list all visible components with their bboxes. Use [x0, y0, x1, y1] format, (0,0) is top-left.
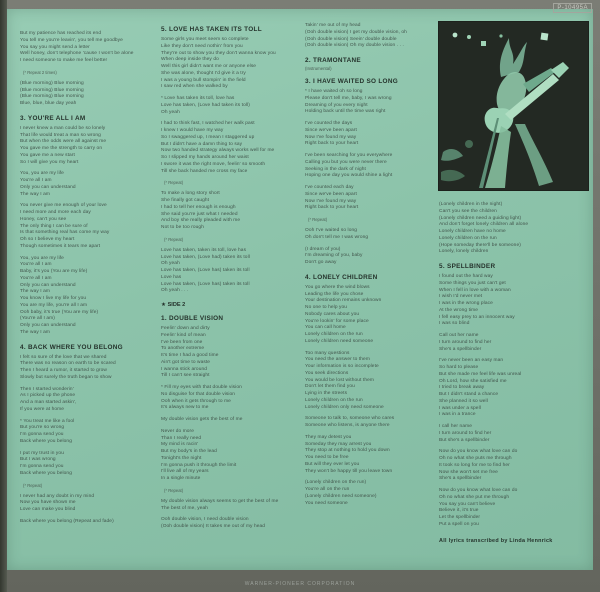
lyric-line: But you're so wrong: [20, 425, 65, 431]
lyric-line: Leading the life you chose: [305, 291, 364, 297]
lyric-line: She planned it so well: [439, 398, 488, 404]
song-title: 5. LOVE HAS TAKEN ITS TOLL: [161, 26, 262, 33]
scan-spine-shadow: [0, 0, 7, 592]
verse: [20, 387, 154, 414]
lyric-line: Lonely children on the run: [439, 235, 497, 241]
lyric-line: Oh yeah . . .: [161, 288, 189, 294]
lyric-line: Believe it, it's true: [439, 508, 479, 514]
lyric-line: Back where you belong: [20, 470, 72, 476]
repeat-note: (* Repeat): [23, 482, 43, 488]
lyric-line: I'm gonna push it through the limit: [161, 462, 237, 468]
lyric-line: But I didn't have a damn thing to say: [161, 141, 243, 147]
lyric-line: My mind is racin': [161, 442, 199, 448]
lyric-line: Love has: [161, 274, 182, 280]
lyric-line: (Ooh double vision) It takes me out of my head: [161, 524, 266, 529]
lyric-line: (Blue morning) Blue morning: [20, 80, 84, 86]
lyric-line: I've been searching for you everywhere: [305, 153, 393, 158]
lyric-sheet: [7, 9, 593, 570]
lyric-line: When deep inside they do: [161, 57, 219, 63]
verse: [439, 488, 589, 529]
lyric-line: Right back to your heart: [305, 205, 359, 211]
lyric-line: Now I've found my way: [305, 198, 357, 204]
lyric-line: My double vision gets the best of me: [161, 417, 243, 422]
verse: [161, 96, 301, 116]
lyric-line: At the wrong time: [439, 307, 479, 313]
lyric-line: I was so blind: [439, 321, 470, 327]
lyric-line: You would be lost without them: [305, 377, 374, 383]
repeat-note: (* Repeat): [164, 487, 184, 493]
lyric-line: You, you are my life: [20, 255, 64, 261]
lyric-line: I've never been an easy man: [439, 358, 504, 364]
song-title: 5. SPELLBINDER: [439, 263, 496, 270]
lyric-line: The way I am: [20, 191, 50, 197]
lyric-line: Lonely children have no home: [439, 229, 506, 234]
lyric-line: You're lookin' for some place: [305, 318, 369, 324]
lyric-line: It's time I had a good time: [161, 353, 219, 358]
bottom-credit: WARNER-PIONEER CORPORATION: [244, 581, 356, 587]
lyric-line: No disguise for that double vision: [161, 391, 236, 397]
lyric-line: I put my trust in you: [20, 450, 64, 456]
lyric-line: Someone who listens, is anyone there: [305, 423, 390, 428]
guitarist-photo: [439, 22, 588, 190]
lyric-line: Since we've been apart: [305, 191, 357, 197]
verse: [20, 171, 154, 198]
lyric-line: You're all on the run: [305, 487, 350, 492]
verse: [305, 228, 437, 242]
verse: [161, 121, 301, 175]
lyric-line: Like they don't need nothin' from you: [161, 43, 243, 49]
lyric-line: Tonight's the night: [161, 455, 202, 461]
lyric-line: Someone to talk to, someone who cares: [305, 416, 395, 422]
lyric-line: I tried to break away: [439, 385, 485, 391]
verse: [161, 248, 301, 295]
lyric-line: As I picked up the phone: [20, 393, 76, 399]
verse: [161, 417, 301, 424]
lyric-line: Takin' me out of my head: [305, 23, 361, 28]
lyrics-column-2: [161, 19, 301, 536]
lyric-line: Hoping one day you would shine a light: [305, 173, 393, 179]
lyric-line: Love has taken, (Love had) taken its toll: [161, 254, 250, 260]
lyric-line: I was under a spell: [439, 405, 481, 411]
verse: [20, 355, 154, 382]
lyric-line: But my body's in the lead: [161, 449, 217, 454]
lyric-line: I felt so sure of the love that we shared: [20, 354, 107, 360]
verse: [20, 519, 154, 526]
lyric-line: My double vision always seems to get the best of me: [161, 498, 279, 504]
lyric-line: If you were at home: [20, 406, 65, 412]
verse: [305, 89, 437, 116]
lyric-line: But she's a spellbinder: [439, 437, 490, 443]
lyric-line: Love has taken, (Love has) taken its toll: [161, 281, 250, 287]
lyric-line: * Fill my eyes with that double vision: [161, 385, 242, 390]
lyric-line: (I dream of you): [305, 246, 341, 252]
lyric-line: Now I've found my way: [305, 134, 357, 140]
lyric-line: Lonely children on the run: [305, 332, 363, 337]
lyric-line: She's a spellbinder: [439, 346, 482, 352]
lyric-line: Now she won't set me free: [439, 469, 498, 475]
lyric-line: You gave me a new start: [20, 152, 75, 158]
lyric-line: You know I live my life for you: [20, 296, 87, 301]
lyric-line: I was a young bull stompin' in the field: [161, 77, 246, 83]
lyric-line: I saw red when she walked by: [161, 84, 228, 90]
lyric-line: I've been from one: [161, 339, 203, 345]
lyrics-credit: All lyrics transcribed by Linda Hennrick: [439, 537, 553, 544]
lyric-line: You go where the wind blows: [305, 284, 370, 290]
lyric-line: They won't be happy till you leave town: [305, 468, 393, 474]
lyric-line: So hard to please: [439, 365, 479, 370]
verse: [20, 126, 154, 167]
verse: [439, 449, 589, 483]
instrumental-note: (Instrumental): [305, 66, 332, 71]
lyric-line: Don't go away: [305, 260, 337, 265]
lyric-line: (Ooh double vision) Oh my double vision . . .: [305, 43, 404, 49]
verse: [439, 424, 589, 444]
lyric-line: You seek directions: [305, 370, 349, 376]
lyric-line: There was no reason on earth to be scared: [20, 361, 116, 367]
lyric-line: I'll live all of my years: [161, 469, 209, 475]
repeat-note: (* Repeat): [164, 236, 184, 242]
verse: [161, 37, 301, 91]
lyric-line: I wish I'd never met: [439, 294, 483, 300]
song-title: 4. BACK WHERE YOU BELONG: [20, 343, 123, 351]
lyric-line: Lonely children need someone: [305, 338, 374, 344]
lyric-line: I never knew a man could be so lonely: [20, 125, 106, 131]
lyric-line: * I have waited oh so long: [305, 89, 363, 94]
verse: [20, 256, 154, 337]
lyric-line: (Lonely children on the run): [305, 480, 367, 486]
lyric-line: You say you can't believe: [439, 501, 496, 507]
lyric-line: But will they ever let you: [305, 461, 360, 467]
lyric-line: (Lonely children in the night): [439, 202, 503, 207]
verse: [20, 203, 154, 250]
verse: [20, 31, 154, 65]
lyric-line: I swore it was the right move, feelin' so smooth: [161, 161, 266, 167]
verse: [305, 185, 437, 212]
verse: [305, 480, 437, 507]
lyric-line: I had to think fast, I watched her walk past: [161, 121, 255, 127]
lyric-line: It took so long for me to find her: [439, 462, 510, 468]
lyric-line: Oh no what she puts me through: [439, 456, 512, 461]
lyric-line: But my patience has reached its end: [20, 31, 102, 36]
lyric-line: I'm dreaming of you, baby: [305, 253, 363, 259]
lyric-line: She finally got caught: [161, 198, 210, 203]
lyric-line: Let the spellbinder: [439, 515, 481, 520]
lyric-line: Back where you belong (Repeat and fade): [20, 518, 114, 524]
lyric-line: Put a spell on you: [439, 521, 479, 527]
song-title: 2. TRAMONTANE: [305, 57, 361, 64]
repeat-note: (* Repeat): [164, 180, 184, 186]
verse: [305, 435, 437, 476]
lyric-line: You are my life, you're all I am: [20, 302, 88, 308]
lyric-line: Oh no what she put me through: [439, 494, 510, 500]
lyric-line: You need the answer to them: [305, 357, 370, 363]
lyric-line: Back where you belong: [20, 438, 72, 444]
lyric-line: Oh don't tell me I was wrong: [305, 234, 369, 240]
verse: [305, 285, 437, 346]
lyric-line: Lonely children on the run: [305, 397, 363, 403]
lyric-line: (Hope someday there'll be someone): [439, 242, 521, 248]
lyric-line: Oh yeah: [161, 261, 180, 267]
lyric-line: I'm gonna send you: [20, 464, 64, 469]
lyric-line: Feelin' kind of mean: [161, 332, 206, 338]
verse: [305, 121, 437, 148]
lyric-line: (You're all I am): [20, 316, 55, 322]
verse: [161, 326, 301, 380]
lyric-line: You can call home: [305, 325, 346, 331]
lyric-line: Never do more: [161, 428, 195, 434]
repeat-note: (* Repeat 2 times): [23, 69, 57, 75]
song-title: 1. DOUBLE VISION: [161, 315, 224, 322]
lyric-line: You need to be free: [305, 455, 349, 460]
lyric-line: Oh so I believe my heart: [20, 237, 75, 242]
song-title: 4. LONELY CHILDREN: [305, 273, 378, 281]
lyric-line: Ain't got time to waste: [161, 359, 211, 365]
verse: [305, 23, 437, 50]
lyric-line: The only thing I can be sure of: [20, 223, 88, 229]
verse: [161, 517, 301, 531]
lyric-line: Till I can't see straight: [161, 373, 210, 379]
lyric-line: Since we've been apart: [305, 127, 357, 133]
verse: [439, 358, 589, 419]
lyric-line: Don't let them find you: [305, 384, 355, 390]
lyric-line: Nobody cares about you: [305, 311, 360, 317]
lyric-line: She's a spellbinder: [439, 476, 482, 482]
catalog-number: P-10495A: [553, 3, 592, 13]
lyric-line: Only you can understand: [20, 282, 76, 288]
lyric-line: You're all I am: [20, 275, 52, 281]
verse: [439, 274, 589, 328]
lyric-line: Now two handed strategy always works well for me: [161, 148, 275, 154]
lyric-line: Some things you just can't get: [439, 280, 506, 286]
lyric-line: I call her name: [439, 424, 472, 429]
verse: [439, 202, 589, 256]
lyric-line: Slowly but surely the truth began to show: [20, 374, 112, 380]
lyric-line: Lonely, lonely children: [439, 249, 489, 255]
side-label: ★ SIDE 2: [161, 302, 186, 308]
lyric-line: And a man started askin',: [20, 400, 77, 405]
song-title: 3. YOU'RE ALL I AM: [20, 114, 86, 122]
lyric-line: I fell easy prey to an innocent way: [439, 314, 515, 320]
lyric-line: So I will give you my heart: [20, 159, 79, 165]
verse: [161, 429, 301, 483]
lyric-line: You're all I am: [20, 262, 52, 268]
lyric-line: (Ooh double vision) Seein' double double: [305, 36, 397, 42]
lyric-line: You're all I am: [20, 178, 52, 183]
lyric-line: To make a long story short: [161, 191, 220, 197]
lyric-line: Call out her name: [439, 333, 479, 338]
lyric-line: * You treat me like a fool: [20, 418, 75, 424]
lyric-line: Love has taken, (Love has) taken its toll: [161, 268, 250, 273]
lyric-line: Only you can understand: [20, 184, 76, 190]
guitarist-photo-art: [439, 22, 588, 190]
verse: [305, 153, 437, 180]
lyric-line: She was alone, thought I'd give it a try: [161, 70, 246, 76]
lyric-line: Love can make you blind: [20, 507, 76, 512]
lyric-line: I wanna stick around: [161, 366, 207, 372]
lyric-line: I found out the hard way: [439, 274, 493, 279]
lyric-line: No one to help you: [305, 305, 348, 310]
lyric-line: They may detest you: [305, 434, 352, 440]
lyric-line: I turn around to find her: [439, 430, 492, 436]
lyric-line: Well honey, don't telephone 'cause I won't be alone: [20, 51, 134, 57]
verse: [439, 333, 589, 353]
lyric-line: That life would treat a man so wrong: [20, 132, 101, 138]
lyric-line: I turn around to find her: [439, 339, 492, 345]
lyric-line: Can't you see the children: [439, 208, 497, 214]
lyric-line: Dreaming of you every night: [305, 102, 368, 108]
lyric-line: Please don't tell me, baby, I was wrong: [305, 95, 392, 101]
verse: [305, 351, 437, 412]
lyric-line: Not to be too rough: [161, 225, 204, 230]
verse: [305, 247, 437, 267]
lyric-line: Seeking in the dark of night: [305, 166, 366, 172]
lyric-line: She said you're just what I needed: [161, 211, 238, 217]
lyric-line: The best of me, yeah: [161, 505, 209, 511]
verse: [305, 416, 437, 430]
lyric-line: I'm gonna send you: [20, 432, 64, 437]
lyric-line: The way I am: [20, 289, 50, 295]
lyric-line: I need someone to make me feel better: [20, 58, 108, 63]
lyric-line: Love has taken, taken its toll, love has: [161, 247, 247, 253]
lyric-line: Your destination remains unknown: [305, 298, 382, 304]
lyric-line: You tell me you're leavin', you tell me goodbye: [20, 37, 123, 43]
lyric-line: Feelin' down and dirty: [161, 326, 210, 331]
verse: [20, 81, 154, 108]
lyric-line: Lying in the streets: [305, 391, 348, 396]
verse: [161, 499, 301, 513]
lyric-line: Than I really need: [161, 435, 202, 441]
lyric-line: I need more and more each day: [20, 210, 91, 215]
lyric-line: And boy she really pleaded with me: [161, 218, 241, 224]
verse: [20, 451, 154, 478]
lyric-line: Now do you know what love can do: [439, 449, 518, 455]
lyric-line: But I was wrong: [20, 457, 56, 463]
lyric-line: You gave me the strength to carry on: [20, 146, 103, 151]
lyric-line: I had to tell her enough is enough: [161, 204, 236, 210]
lyric-line: Is that something real has come my way: [20, 230, 110, 236]
lyrics-column-4: [439, 22, 589, 549]
lyric-line: I was in the wrong place: [439, 301, 493, 306]
lyric-line: You say you might send a letter: [20, 44, 90, 50]
lyric-line: Ooh baby, it's true (You are my life): [20, 309, 99, 315]
lyric-line: Too many questions: [305, 350, 350, 356]
lyric-line: I've counted the days: [305, 121, 353, 126]
lyric-line: (Lonely children need a guiding light): [439, 215, 522, 221]
lyric-line: Though sometimes it tears me apart: [20, 243, 101, 249]
lyric-line: But I didn't stand a chance: [439, 392, 499, 397]
lyric-line: Love has taken, (Love had taken its toll): [161, 102, 250, 108]
lyric-line: Holding back until the time was right: [305, 109, 386, 115]
lyric-line: They're out to show you they don't wanna know you: [161, 50, 276, 56]
lyric-line: You need someone: [305, 500, 348, 506]
lyric-line: I never had any doubt in my mind: [20, 493, 95, 499]
lyric-line: (Blue morning) Blue morning: [20, 87, 84, 93]
lyric-line: Then I heard a rumor, it started to grow: [20, 368, 107, 373]
lyric-line: Ooh I've waited so long: [305, 228, 358, 233]
lyrics-column-3: [305, 23, 437, 512]
verse: [20, 494, 154, 514]
lyric-line: Now you have shown me: [20, 500, 76, 506]
lyric-line: Someday they may arrest you: [305, 441, 372, 447]
lyric-line: The way I am: [20, 329, 50, 335]
lyric-line: Ooh double vision, I need double vision: [161, 517, 249, 523]
lyric-line: Only you can understand: [20, 323, 76, 328]
lyric-line: I was in a trance: [439, 412, 476, 418]
verse: [20, 419, 154, 446]
lyric-line: Ooh when it gets through to me: [161, 398, 231, 404]
lyric-line: Well this girl didn't want me or anyone else: [161, 64, 257, 69]
lyric-line: Baby, it's you (You are my life): [20, 269, 88, 274]
lyric-line: (Lonely children need someone): [305, 493, 377, 499]
lyric-line: You never give me enough of your love: [20, 203, 107, 209]
lyric-line: (Ooh double vision) I get my double vision, oh: [305, 29, 407, 35]
lyric-line: Calling you but you were never there: [305, 159, 387, 165]
lyric-line: I knew I would have my way: [161, 128, 224, 133]
repeat-note: (* Repeat): [308, 217, 328, 222]
lyrics-column-1: [20, 31, 154, 531]
lyric-line: Then I started wonderin': [20, 386, 74, 392]
song-title: 3. I HAVE WAITED SO LONG: [305, 78, 399, 85]
lyric-line: Your information is so incomplete: [305, 364, 379, 369]
verse: [161, 385, 301, 412]
lyric-line: So I swaggered up, I mean I staggered up: [161, 134, 255, 140]
lyric-line: Now do you know what love can do: [439, 488, 518, 493]
lyric-line: Some girls you meet seem so complete: [161, 37, 249, 42]
lyric-line: When I fell in love with a woman: [439, 287, 511, 293]
lyric-line: Till she back handed me cross my face: [161, 168, 248, 174]
lyric-line: Oh Lord, how she satisfied me: [439, 378, 507, 384]
lyric-line: You, you are my life: [20, 171, 64, 177]
lyric-line: And don't forget lonely children all alone: [439, 222, 529, 228]
lyric-line: Oh yeah: [161, 109, 180, 115]
lyric-line: So I slipped my hands around her waist: [161, 155, 249, 160]
lyric-line: It's always new to me: [161, 405, 209, 411]
lyric-line: But when the odds were all against me: [20, 139, 107, 145]
lyric-line: Honey, can't you see: [20, 216, 67, 222]
lyric-line: (Blue morning) Blue morning: [20, 94, 84, 100]
lyric-line: But she made me feel life was unreal: [439, 371, 522, 377]
lyric-line: In a single minute: [161, 476, 201, 481]
verse: [161, 191, 301, 232]
lyric-line: To another extreme: [161, 346, 205, 352]
lyric-line: Lonely children only need someone: [305, 404, 384, 410]
lyric-line: * Love has taken its toll, love has: [161, 96, 235, 101]
lyric-line: I've counted each day: [305, 185, 354, 190]
lyric-line: Blue, blue, blue day yeah: [20, 101, 77, 106]
lyric-line: They stop at nothing to hold you down: [305, 448, 390, 454]
lyric-line: Right back to your heart: [305, 141, 359, 147]
